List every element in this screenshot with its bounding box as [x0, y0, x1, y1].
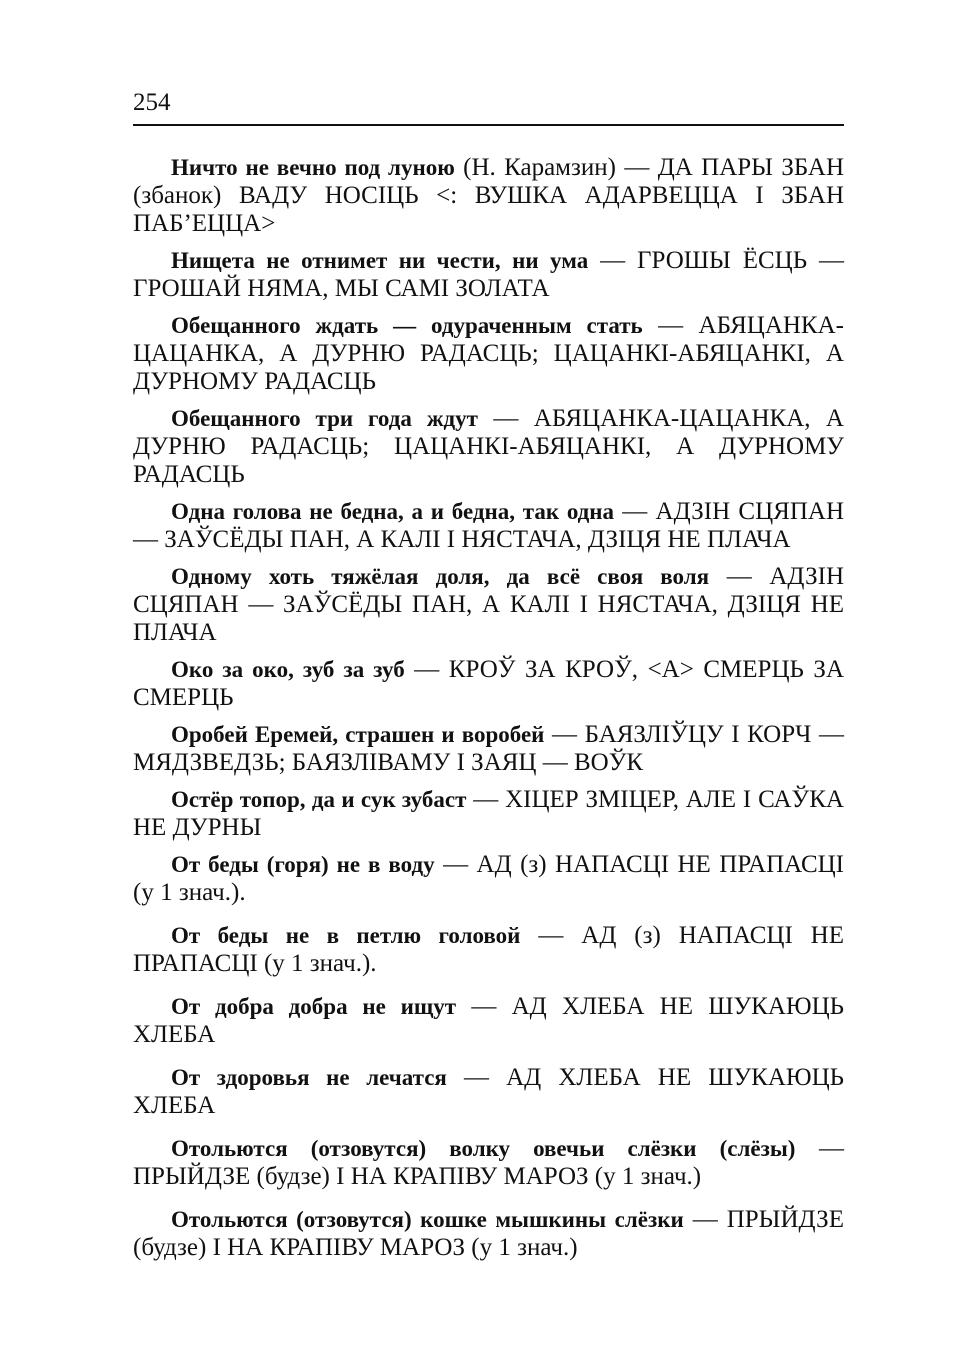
entry-headword: Отольются (отзовутся) волку овечьи слёзки (слёзы): [171, 1136, 796, 1161]
entry-translation: — КРОЎ ЗА КРОЎ, <А> СМЕРЦЬ ЗА СМЕРЦЬ: [133, 656, 844, 711]
dictionary-entry: [133, 405, 844, 489]
dictionary-entry: [133, 1135, 844, 1191]
entry-translation: — АБЯЦАНКА-ЦАЦАНКА, А ДУРНЮ РАДАСЦЬ; ЦАЦАНКІ-АБЯЦАНКІ, А ДУРНОМУ РАДАСЦЬ: [133, 405, 844, 488]
dictionary-entry: [133, 656, 844, 712]
entry-translation: — АД ХЛЕБА НЕ ШУКАЮЦЬ ХЛЕБА: [133, 1064, 844, 1119]
header-rule: [133, 124, 844, 126]
entry-headword: Обещанного ждать — одураченным стать: [171, 313, 643, 338]
dictionary-entry: [133, 993, 844, 1049]
entry-headword: От здоровья не лечатся: [171, 1065, 447, 1090]
entry-headword: Око за око, зуб за зуб: [171, 657, 405, 682]
entry-headword: Нищета не отнимет ни чести, ни ума: [171, 248, 589, 273]
entry-headword: Отольются (отзовутся) кошке мышкины слёзки: [171, 1207, 684, 1232]
dictionary-entry: [133, 721, 844, 777]
entry-translation: (Н. Карамзин) — ДА ПАРЫ ЗБАН (збанок) ВАДУ НОСІЦЬ <: ВУШКА АДАРВЕЦЦА І ЗБАН ПАБ’ЕЦЦА>: [133, 154, 845, 237]
dictionary-entries: [133, 154, 844, 1271]
entry-headword: От беды (горя) не в воду: [171, 852, 435, 877]
entry-translation: — БАЯЗЛІЎЦУ І КОРЧ — МЯДЗВЕДЗЬ; БАЯЗЛІВАМУ І ЗАЯЦ — ВОЎК: [133, 721, 845, 776]
entry-translation: — АД (з) НАПАСЦІ НЕ ПРАПАСЦІ (у 1 знач.).: [133, 922, 845, 977]
entry-headword: Одна голова не бедна, а и бедна, так одна: [171, 499, 615, 524]
dictionary-entry: [133, 786, 844, 842]
entry-headword: Одному хоть тяжёлая доля, да всё своя воля: [171, 564, 710, 589]
entry-translation: — ХІЦЕР ЗМІЦЕР, АЛЕ І САЎКА НЕ ДУРНЫ: [133, 786, 844, 841]
dictionary-entry: [133, 1064, 844, 1120]
dictionary-entry: [133, 154, 844, 238]
dictionary-entry: [133, 498, 844, 554]
entry-headword: Оробей Еремей, страшен и воробей: [171, 722, 545, 747]
dictionary-entry: [133, 922, 844, 978]
dictionary-entry: [133, 851, 844, 907]
dictionary-entry: [133, 563, 844, 647]
entry-headword: От беды не в петлю головой: [171, 923, 521, 948]
entry-translation: — ПРЫЙДЗЕ (будзе) І НА КРАПІВУ МАРОЗ (у 1 знач.): [133, 1206, 844, 1261]
entry-translation: — АД (з) НАПАСЦІ НЕ ПРАПАСЦІ (у 1 знач.).: [133, 851, 844, 906]
entry-translation: — АДЗІН СЦЯПАН — ЗАЎСЁДЫ ПАН, А КАЛІ І НЯСТАЧА, ДЗІЦЯ НЕ ПЛАЧА: [133, 498, 844, 553]
entry-translation: — АБЯЦАНКА-ЦАЦАНКА, А ДУРНЮ РАДАСЦЬ; ЦАЦАНКІ-АБЯЦАНКІ, А ДУРНОМУ РАДАСЦЬ: [133, 312, 844, 395]
page-number: 254: [133, 89, 171, 116]
entry-headword: Ничто не вечно под луною: [171, 155, 455, 180]
entry-translation: — АД ХЛЕБА НЕ ШУКАЮЦЬ ХЛЕБА: [133, 993, 844, 1048]
entry-headword: Обещанного три года ждут: [171, 406, 478, 431]
dictionary-entry: [133, 312, 844, 396]
entry-translation: — ПРЫЙДЗЕ (будзе) І НА КРАПІВУ МАРОЗ (у 1 знач.): [133, 1135, 844, 1190]
entry-headword: От добра добра не ищут: [171, 994, 457, 1019]
entry-translation: — АДЗІН СЦЯПАН — ЗАЎСЁДЫ ПАН, А КАЛІ І НЯСТАЧА, ДЗІЦЯ НЕ ПЛАЧА: [133, 563, 845, 646]
entry-translation: — ГРОШЫ ЁСЦЬ — ГРОШАЙ НЯМА, МЫ САМІ ЗОЛАТА: [133, 247, 844, 302]
dictionary-entry: [133, 247, 844, 303]
entry-headword: Остёр топор, да и сук зубаст: [171, 787, 467, 812]
dictionary-entry: [133, 1206, 844, 1262]
